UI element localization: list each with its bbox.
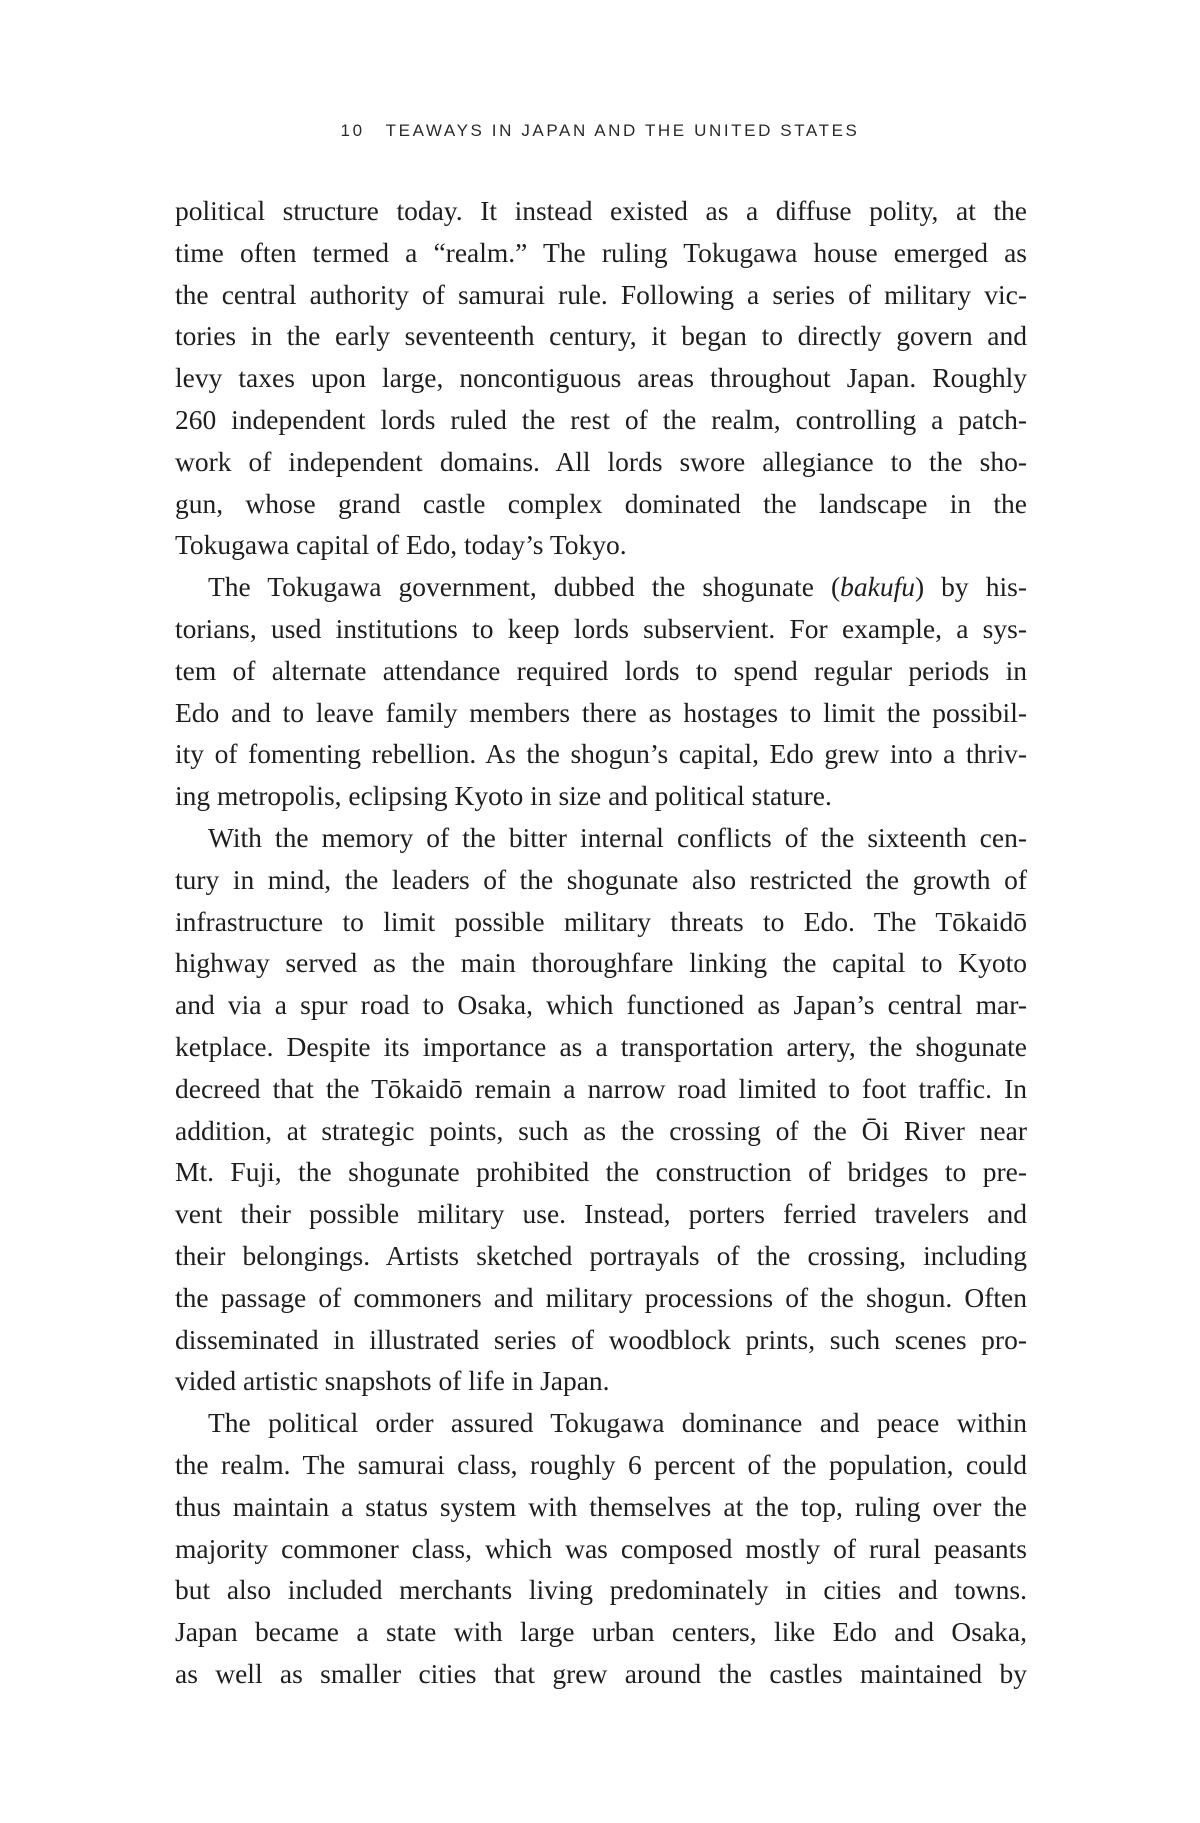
- text-line: decreed that the Tōkaidō remain a narrow road limited to foot traffic. In: [175, 1072, 1027, 1104]
- text-line: thus maintain a status system with themselves at the top, ruling over the: [175, 1490, 1027, 1522]
- text-line: political structure today. It instead existed as a diffuse polity, at the: [175, 195, 1027, 226]
- text-line: vent their possible military use. Instead, porters ferried travelers and: [175, 1198, 1027, 1230]
- page-number: 10: [340, 121, 365, 140]
- text-line: Tokugawa capital of Edo, today’s Tokyo.: [175, 529, 627, 561]
- text-line: levy taxes upon large, noncontiguous areas throughout Japan. Roughly: [175, 362, 1027, 394]
- text-line: ity of fomenting rebellion. As the shogun’s capital, Edo grew into a thriv-: [175, 738, 1027, 770]
- text-line: Mt. Fuji, the shogunate prohibited the construction of bridges to pre-: [175, 1156, 1027, 1188]
- text-line: the central authority of samurai rule. Following a series of military vic-: [175, 278, 1027, 310]
- text-line: as well as smaller cities that grew around the castles maintained by: [175, 1657, 1027, 1689]
- text-line: tury in mind, the leaders of the shogunate also restricted the growth of: [175, 863, 1027, 895]
- text-line: The political order assured Tokugawa dominance and peace within: [208, 1407, 1027, 1439]
- text-line: their belongings. Artists sketched portrayals of the crossing, including: [175, 1239, 1027, 1271]
- text-line: ing metropolis, eclipsing Kyoto in size and political stature.: [175, 780, 832, 812]
- text-line: tem of alternate attendance required lords to spend regular periods in: [175, 654, 1027, 686]
- body-text: [175, 190, 1027, 1695]
- text-line: The Tokugawa government, dubbed the shogunate (bakufu) by his-: [208, 571, 1027, 603]
- running-head: [0, 120, 1200, 142]
- text-line: 260 independent lords ruled the rest of the realm, controlling a patch-: [175, 403, 1027, 435]
- text-line: and via a spur road to Osaka, which functioned as Japan’s central mar-: [175, 989, 1027, 1021]
- text-line: gun, whose grand castle complex dominated the landscape in the: [175, 487, 1027, 519]
- text-line: With the memory of the bitter internal conflicts of the sixteenth cen-: [208, 821, 1027, 853]
- text-line: Japan became a state with large urban centers, like Edo and Osaka,: [175, 1616, 1027, 1648]
- text-line: vided artistic snapshots of life in Japan.: [175, 1365, 610, 1397]
- text-line: tories in the early seventeenth century, it began to directly govern and: [175, 320, 1027, 352]
- text-line: disseminated in illustrated series of woodblock prints, such scenes pro-: [175, 1323, 1027, 1355]
- text-line: infrastructure to limit possible military threats to Edo. The Tōkaidō: [175, 905, 1027, 937]
- text-line: the realm. The samurai class, roughly 6 percent of the population, could: [175, 1448, 1027, 1480]
- text-line: highway served as the main thoroughfare linking the capital to Kyoto: [175, 947, 1027, 979]
- italic-term: bakufu: [840, 571, 915, 603]
- text-line: work of independent domains. All lords swore allegiance to the sho-: [175, 445, 1027, 477]
- text-line: majority commoner class, which was composed mostly of rural peasants: [175, 1532, 1027, 1564]
- running-head-title: TEAWAYS IN JAPAN AND THE UNITED STATES: [385, 121, 860, 140]
- text-line: the passage of commoners and military processions of the shogun. Often: [175, 1281, 1027, 1313]
- text-line: time often termed a “realm.” The ruling Tokugawa house emerged as: [175, 236, 1027, 268]
- text-line: addition, at strategic points, such as the crossing of the Ōi River near: [175, 1114, 1027, 1146]
- text-line: but also included merchants living predominately in cities and towns.: [175, 1574, 1027, 1606]
- text-line: ketplace. Despite its importance as a transportation artery, the shogunate: [175, 1030, 1027, 1062]
- text-line: torians, used institutions to keep lords subservient. For example, a sys-: [175, 612, 1027, 644]
- text-line: Edo and to leave family members there as hostages to limit the possibil-: [175, 696, 1027, 728]
